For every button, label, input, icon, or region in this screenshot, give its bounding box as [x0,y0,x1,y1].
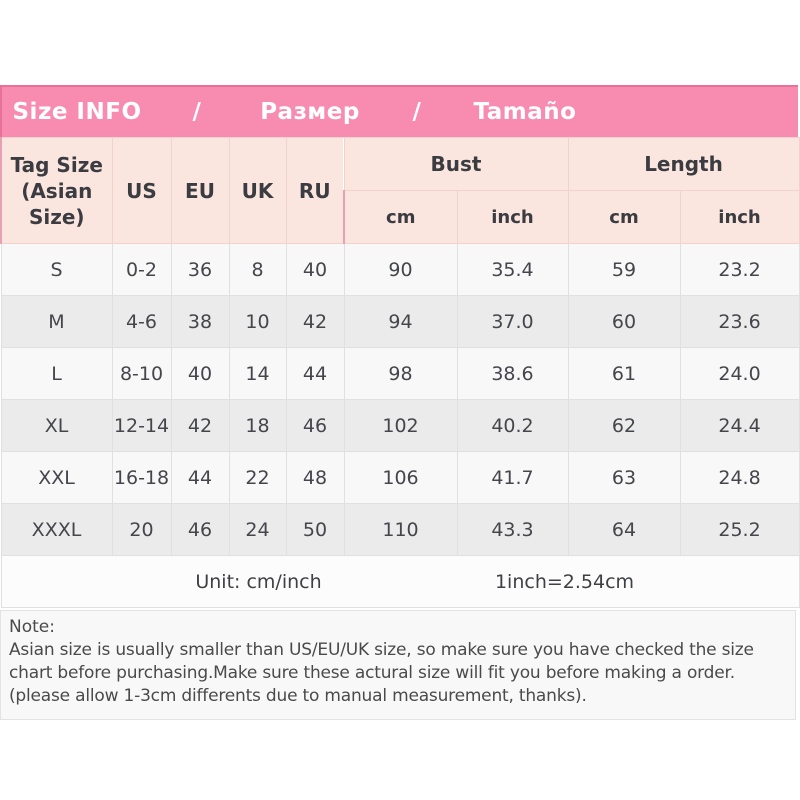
cell-bust-cm: 90 [344,244,457,296]
cell-eu: 38 [171,296,229,348]
size-table-footer [1,556,799,608]
cell-uk: 24 [229,504,286,556]
size-info-title-bar [0,85,798,137]
title-separator-2: / [412,99,422,125]
cell-length-cm: 62 [568,400,680,452]
cell-eu: 46 [171,504,229,556]
title-razmer: Размер [260,99,360,125]
title-tamano: Tamaño [473,99,577,125]
unit-row [1,556,799,608]
cell-ru: 40 [286,244,344,296]
cell-bust-inch: 37.0 [457,296,568,348]
header-bust-cm: cm [344,191,457,244]
note-label: Note: [9,617,55,637]
cell-ru: 48 [286,452,344,504]
header-length: Length [568,138,799,191]
cell-eu: 42 [171,400,229,452]
size-table-header [1,138,799,244]
note-body: Asian size is usually smaller than US/EU/UK size, so make sure you have checked the size chart before purchasing.Make sure these actural size will fit you before making a order.(please allow 1-3cm differents due to manual measurement, thanks). [9,640,754,706]
cell-bust-cm: 110 [344,504,457,556]
cell-size: S [1,244,112,296]
cell-ru: 50 [286,504,344,556]
cell-bust-inch: 41.7 [457,452,568,504]
cell-length-cm: 59 [568,244,680,296]
cell-length-inch: 24.0 [680,348,799,400]
cell-bust-inch: 35.4 [457,244,568,296]
cell-bust-cm: 94 [344,296,457,348]
cell-size: XXXL [1,504,112,556]
cell-length-cm: 64 [568,504,680,556]
cell-size: XXL [1,452,112,504]
cell-uk: 10 [229,296,286,348]
cell-length-cm: 60 [568,296,680,348]
cell-size: M [1,296,112,348]
cell-length-cm: 63 [568,452,680,504]
cell-ru: 42 [286,296,344,348]
cell-length-inch: 23.6 [680,296,799,348]
table-row-s [1,244,799,296]
unit-label: Unit: cm/inch [195,570,322,593]
cell-bust-inch: 38.6 [457,348,568,400]
header-uk: UK [229,138,286,244]
title-size-info: Size INFO [12,99,142,125]
table-row-m [1,296,799,348]
cell-uk: 22 [229,452,286,504]
cell-bust-inch: 40.2 [457,400,568,452]
cell-ru: 46 [286,400,344,452]
cell-size: L [1,348,112,400]
cell-us: 8-10 [112,348,171,400]
cell-bust-cm: 106 [344,452,457,504]
cell-uk: 18 [229,400,286,452]
cell-uk: 8 [229,244,286,296]
header-tag-size [1,138,112,244]
header-eu: EU [171,138,229,244]
cell-us: 16-18 [112,452,171,504]
cell-size: XL [1,400,112,452]
header-tag-size-line1: Tag Size [10,152,103,177]
cell-us: 12-14 [112,400,171,452]
header-tag-size-line2: (Asian Size) [21,178,93,229]
note-box [0,610,796,720]
cell-bust-cm: 102 [344,400,457,452]
cell-ru: 44 [286,348,344,400]
header-bust: Bust [344,138,568,191]
header-bust-inch: inch [457,191,568,244]
size-table-body [1,244,799,556]
header-ru: RU [286,138,344,244]
header-length-cm: cm [568,191,680,244]
header-length-inch: inch [680,191,799,244]
cell-uk: 14 [229,348,286,400]
table-row-l [1,348,799,400]
cell-us: 4-6 [112,296,171,348]
table-row-xxxl [1,504,799,556]
cell-bust-inch: 43.3 [457,504,568,556]
inch-conversion-label: 1inch=2.54cm [494,570,635,593]
cell-bust-cm: 98 [344,348,457,400]
cell-us: 0-2 [112,244,171,296]
cell-length-inch: 25.2 [680,504,799,556]
cell-eu: 40 [171,348,229,400]
cell-eu: 44 [171,452,229,504]
cell-eu: 36 [171,244,229,296]
table-row-xxl [1,452,799,504]
cell-length-inch: 23.2 [680,244,799,296]
title-separator-1: / [192,99,202,125]
cell-length-inch: 24.4 [680,400,799,452]
cell-length-cm: 61 [568,348,680,400]
cell-length-inch: 24.8 [680,452,799,504]
cell-us: 20 [112,504,171,556]
header-us: US [112,138,171,244]
size-table [0,137,800,608]
table-row-xl [1,400,799,452]
